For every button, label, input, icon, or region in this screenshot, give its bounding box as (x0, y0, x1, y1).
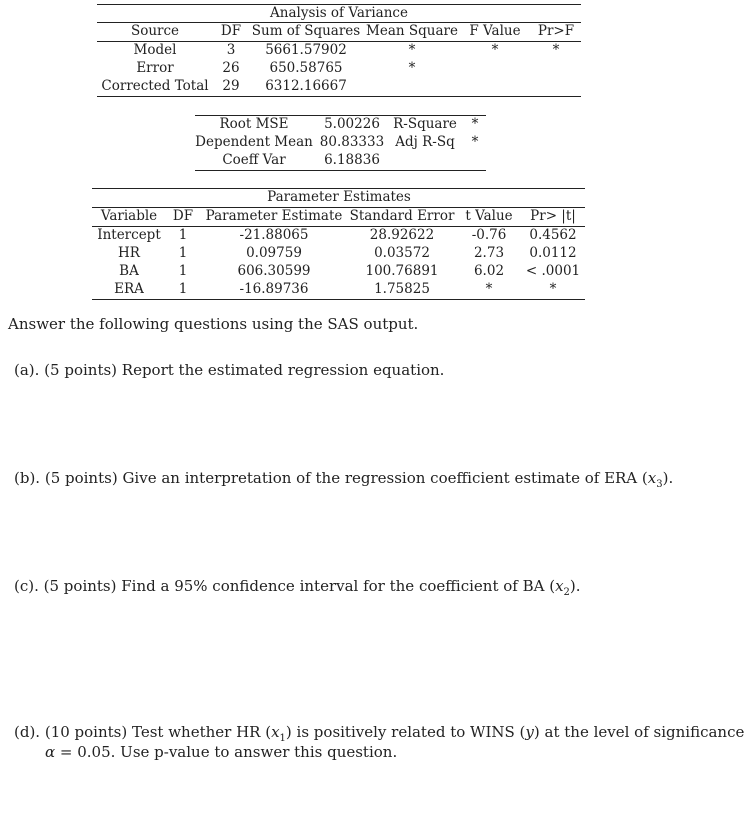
question-a: (a). (5 points) Report the estimated regression equation. (14, 361, 445, 379)
anova-header-f: F Value (469, 23, 521, 39)
params-cell-estimate: -16.89736 (239, 281, 309, 297)
question-d (14, 723, 744, 744)
params-cell-df: 1 (178, 263, 188, 279)
question-d-line2-text: = 0.05. Use p-value to answer this question. (55, 743, 398, 761)
question-b (14, 469, 673, 490)
params-cell-df: 1 (178, 245, 188, 261)
variable-x: x (555, 577, 564, 595)
params-cell-p: < .0001 (525, 263, 581, 279)
anova-bottom-rule (97, 96, 581, 97)
question-d-text: (d). (10 points) Test whether HR ( (14, 723, 272, 741)
params-cell-df: 1 (178, 281, 188, 297)
fit-value: 80.83333 (319, 134, 385, 150)
question-d-text: ) at the level of significance (533, 723, 744, 741)
anova-header-ms: Mean Square (366, 23, 458, 39)
params-cell-variable: ERA (114, 281, 144, 297)
params-cell-df: 1 (178, 227, 188, 243)
anova-cell-df: 3 (226, 42, 236, 58)
variable-x: x (647, 469, 657, 487)
alpha-symbol: α (45, 743, 56, 761)
subscript: 3 (656, 479, 663, 490)
params-header-t: t Value (465, 208, 513, 224)
params-header-se: Standard Error (349, 208, 455, 224)
anova-cell-ms: * (408, 42, 416, 58)
anova-cell-source: Model (133, 42, 177, 58)
question-c-text: (c). (5 points) Find a 95% confidence interval for the coefficient of BA ( (14, 577, 556, 595)
variable-x: x (271, 723, 280, 741)
params-header-estimate: Parameter Estimate (205, 208, 343, 224)
question-d-line2 (45, 743, 397, 761)
question-b-text: (b). (5 points) Give an interpretation of the regression coefficient estimate of ERA ( (14, 469, 648, 487)
question-d-text: ) is positively related to WINS ( (285, 723, 526, 741)
fit-label2: Adj R-Sq (395, 134, 455, 150)
anova-title: Analysis of Variance (270, 5, 408, 21)
anova-cell-p: * (552, 42, 560, 58)
params-header-p: Pr> |t| (530, 208, 576, 224)
question-c (14, 577, 581, 598)
anova-cell-ss: 5661.57902 (265, 42, 347, 58)
fit-bottom-rule (195, 170, 486, 171)
params-cell-se: 0.03572 (374, 245, 430, 261)
params-cell-t: 6.02 (473, 263, 505, 279)
params-cell-se: 1.75825 (374, 281, 430, 297)
anova-header-source: Source (130, 23, 180, 39)
params-header-df: DF (172, 208, 194, 224)
params-cell-se: 28.92622 (369, 227, 435, 243)
params-cell-p: * (549, 281, 557, 297)
anova-cell-df: 26 (222, 60, 240, 76)
anova-cell-source: Corrected Total (101, 78, 209, 94)
fit-label: Coeff Var (222, 152, 286, 168)
params-bottom-rule (92, 299, 585, 300)
anova-cell-ms: * (408, 60, 416, 76)
params-cell-estimate: -21.88065 (239, 227, 309, 243)
instructions: Answer the following questions using the SAS output. (8, 315, 419, 333)
params-cell-estimate: 0.09759 (246, 245, 302, 261)
params-cell-variable: Intercept (97, 227, 161, 243)
params-header-variable: Variable (100, 208, 158, 224)
params-cell-variable: BA (119, 263, 139, 279)
params-cell-t: 2.73 (473, 245, 505, 261)
anova-cell-source: Error (136, 60, 174, 76)
params-cell-variable: HR (118, 245, 140, 261)
params-cell-t: * (485, 281, 493, 297)
params-cell-p: 0.4562 (529, 227, 577, 243)
anova-header-ss: Sum of Squares (251, 23, 361, 39)
anova-header-df: DF (220, 23, 242, 39)
fit-value2: * (471, 134, 479, 150)
params-cell-t: -0.76 (471, 227, 507, 243)
params-cell-estimate: 606.30599 (237, 263, 311, 279)
params-cell-p: 0.0112 (529, 245, 577, 261)
variable-y: y (525, 723, 534, 741)
subscript: 1 (279, 733, 286, 744)
question-c-end: ). (569, 577, 581, 595)
fit-label: Dependent Mean (195, 134, 313, 150)
fit-value: 5.00226 (324, 116, 380, 132)
fit-label: Root MSE (219, 116, 289, 132)
fit-label2: R-Square (393, 116, 457, 132)
fit-value2: * (471, 116, 479, 132)
params-title: Parameter Estimates (267, 189, 411, 205)
params-cell-se: 100.76891 (365, 263, 439, 279)
anova-header-p: Pr>F (537, 23, 575, 39)
anova-cell-f: * (491, 42, 499, 58)
anova-cell-ss: 6312.16667 (265, 78, 347, 94)
anova-cell-ss: 650.58765 (269, 60, 343, 76)
subscript: 2 (563, 587, 570, 598)
anova-cell-df: 29 (222, 78, 240, 94)
params-header-rule (92, 226, 585, 227)
question-b-end: ). (662, 469, 674, 487)
fit-value: 6.18836 (324, 152, 380, 168)
